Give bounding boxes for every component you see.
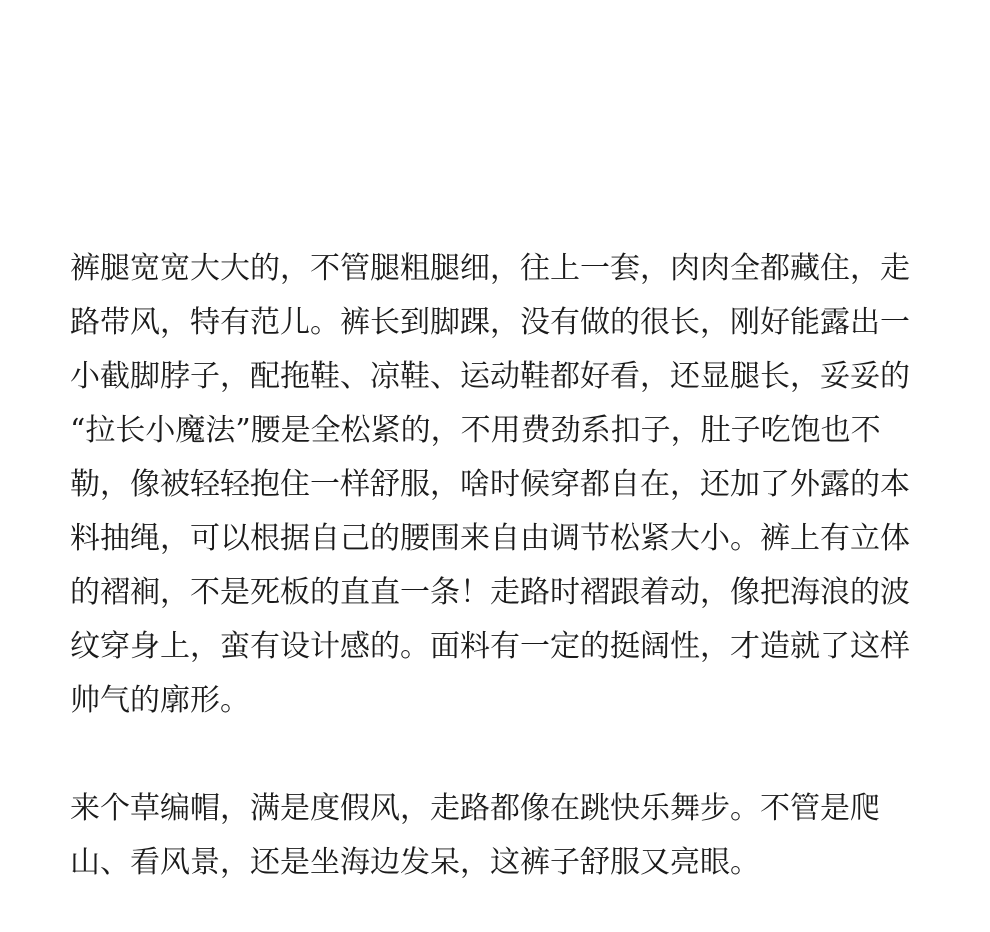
paragraph-styling-tip: 来个草编帽，满是度假风，走路都像在跳快乐舞步。不管是爬山、看风景，还是坐海边发呆，这裤子舒服又亮眼。 [70, 791, 880, 880]
article-body [70, 242, 920, 890]
paragraph-pants-description: 裤腿宽宽大大的，不管腿粗腿细，往上一套，肉肉全都藏住，走路带风，特有范儿。裤长到脚踝，没有做的很长，刚好能露出一小截脚脖子，配拖鞋、凉鞋、运动鞋都好看，还显腿长，妥妥的 “拉长小魔法”腰是全松紧的，不用费劲系扣子，肚子吃饱也不勒，像被轻轻抱住一样舒服，啥时候穿都自在，还加了外露的本料抽绳，可以根据自己的腰围来自由调节松紧大小。裤上有立体的褶裥，不是死板的直直一条！走路时褶跟着动，像把海浪的波纹穿身上，蛮有设计感的。面料有一定的挺阔性，才造就了这样帅气的廓形。 [70, 251, 910, 718]
